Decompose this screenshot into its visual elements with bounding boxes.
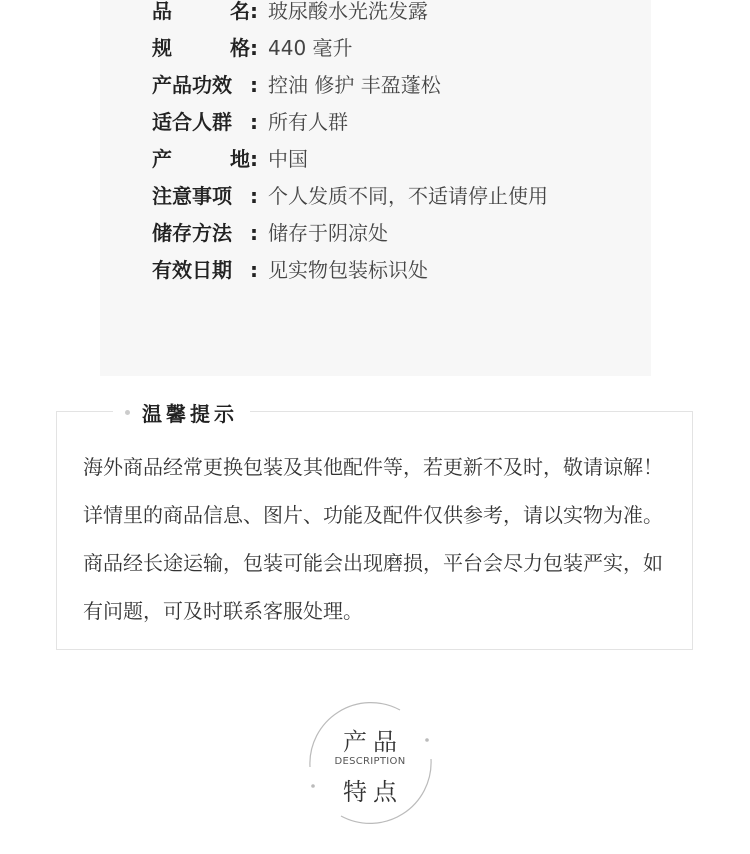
badge-title-top: 产品 bbox=[343, 728, 403, 756]
product-features-badge bbox=[305, 698, 435, 828]
spec-panel bbox=[100, 0, 651, 376]
dot-icon bbox=[125, 410, 130, 415]
spec-row-storage bbox=[152, 215, 548, 252]
spec-colon: : bbox=[250, 147, 258, 171]
spec-colon: : bbox=[250, 258, 258, 282]
spec-label: 注意事项 bbox=[152, 184, 232, 208]
spec-colon: : bbox=[250, 110, 258, 134]
notice-title: 温馨提示 bbox=[142, 401, 238, 426]
spec-list bbox=[152, 0, 548, 289]
spec-value: 见实物包装标识处 bbox=[268, 258, 428, 282]
spec-row-effect bbox=[152, 67, 548, 104]
spec-colon: : bbox=[250, 184, 258, 208]
spec-value: 所有人群 bbox=[268, 110, 348, 134]
spec-label: 规 格 bbox=[152, 36, 250, 60]
spec-row-audience bbox=[152, 104, 548, 141]
badge-title-bottom: 特点 bbox=[343, 778, 403, 806]
spec-row-expiry bbox=[152, 252, 548, 289]
spec-row-name bbox=[152, 0, 548, 30]
spec-label: 产品功效 bbox=[152, 73, 232, 97]
spec-value: 控油 修护 丰盈蓬松 bbox=[268, 73, 441, 97]
badge-subtitle: DESCRIPTION bbox=[334, 756, 406, 767]
spec-row-origin bbox=[152, 141, 548, 178]
spec-value: 玻尿酸水光洗发露 bbox=[268, 0, 428, 23]
spec-value: 中国 bbox=[268, 147, 308, 171]
spec-label: 适合人群 bbox=[152, 110, 232, 134]
spec-value: 440 毫升 bbox=[268, 36, 353, 60]
notice-header bbox=[113, 396, 250, 428]
notice-box bbox=[56, 401, 693, 650]
spec-colon: : bbox=[250, 36, 258, 60]
spec-value: 储存于阴凉处 bbox=[268, 221, 388, 245]
spec-label: 储存方法 bbox=[152, 221, 232, 245]
spec-label: 有效日期 bbox=[152, 258, 232, 282]
spec-colon: : bbox=[250, 221, 258, 245]
spec-colon: : bbox=[250, 0, 258, 23]
spec-row-caution bbox=[152, 178, 548, 215]
spec-colon: : bbox=[250, 73, 258, 97]
spec-label: 产 地 bbox=[152, 147, 250, 171]
notice-text: 海外商品经常更换包装及其他配件等，若更新不及时，敬请谅解！详情里的商品信息、图片、功能及配件仅供参考，请以实物为准。商品经长途运输，包装可能会出现磨损，平台会尽力包装严实，如有问题，可及时联系客服处理。 bbox=[83, 455, 663, 623]
spec-label: 品 名 bbox=[152, 0, 250, 23]
spec-value: 个人发质不同，不适请停止使用 bbox=[268, 184, 548, 208]
spec-row-size bbox=[152, 30, 548, 67]
